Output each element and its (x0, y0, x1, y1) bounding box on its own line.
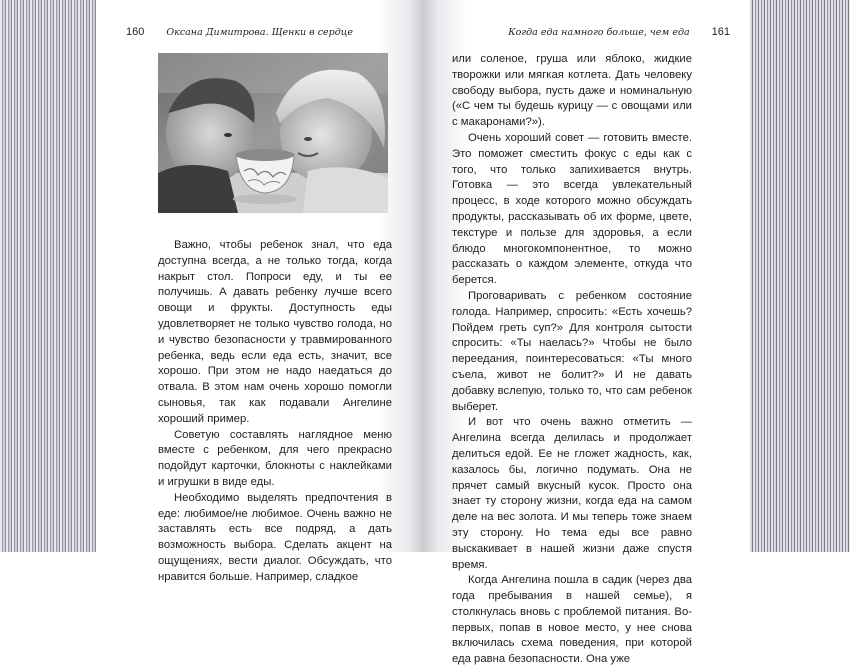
left-page-header (126, 26, 353, 38)
paragraph: Важно, чтобы ребенок знал, что еда доступна всегда, а не только тогда, когда накрыт стол. Попроси еду, и ты ее получишь. А давать ребенку лучше всего овощи и фрукты. Доступность еды удовлетворяет не только чувство голода, но и чувство безопасности у травмированного ребенка, ведь если еда есть, значит, все хорошо. При этом не надо наедаться до отвала. В этом нам очень хорошо помогли сыновья, так как подавали Ангелине хороший пример. (158, 239, 392, 425)
page-edges-left (0, 0, 96, 552)
left-page-body (158, 238, 392, 586)
page-edges-right (750, 0, 850, 552)
right-page-header (508, 26, 730, 38)
paragraph: И вот что очень важно отметить — Ангелина всегда делилась и продолжает делиться едой. Ее не гложет жадность, как, казалось бы, логично подумать. Она не прячет самый вкусный кусок. Просто она знает ту сторону жизни, когда еда на самом деле на вес золота. И мы теперь тоже знаем эту сторону. Но тема еды все равно выскакивает в нашей жизни даже спустя время. (452, 416, 692, 571)
paragraph: Советую составлять наглядное меню вместе с ребенком, для чего прекрасно подойдут карточки, блокноты с наклейками и игрушки в виде еды. (158, 428, 392, 488)
right-page-body (452, 52, 692, 668)
page-number: 161 (711, 26, 730, 38)
paragraph: Необходимо выделять предпочтения в еде: любимое/не любимое. Очень важно не заставлять есть все подряд, а дать возможность выбора. Сделать акцент на ощущениях, вести диалог. Обсуждать, что нравится больше. Например, сладкое (158, 491, 392, 583)
children-photo (158, 53, 388, 213)
paragraph: Очень хороший совет — готовить вместе. Это поможет сместить фокус с еды как с того, что только запихивается внутрь. Готовка — это всегда увлекательный процесс, в ходе которого можно обсуждать продукты, рассказывать об их форме, цвете, текстуре и пользе для здоровья, а если блюдо многокомпонентное, то можно рассказать о каждом элементе, откуда что берется. (452, 131, 692, 287)
right-page (422, 0, 750, 666)
running-header-title: Оксана Димитрова. Щенки в сердце (166, 27, 354, 38)
running-header-title: Когда еда намного больше, чем еда (508, 27, 690, 38)
left-page (96, 0, 422, 583)
paragraph: Когда Ангелина пошла в садик (через два года пребывания в нашей семье), я столкнулась вновь с проблемой питания. Во-первых, попав в новое место, у нее снова включилась схема поведения, при которой еда равна безопасности. Она уже (452, 574, 692, 666)
page-number: 160 (126, 26, 145, 38)
paragraph: Проговаривать с ребенком состояние голода. Например, спросить: «Есть хочешь? Пойдем греть суп?» Для контроля сытости спросить: «Ты наелась?» Чтобы не было переедания, поинтересоваться: «Ты много съела, живот не болит?» И не давать добавку вслепую, только то, что сам ребенок выберет. (452, 289, 692, 413)
paragraph-continuation: или соленое, груша или яблоко, жидкие творожки или мягкая котлета. Дать человеку свободу выбора, пусть даже и номинальную («С чем ты будешь курицу — с овощами или с макаронами?»). (452, 53, 692, 129)
